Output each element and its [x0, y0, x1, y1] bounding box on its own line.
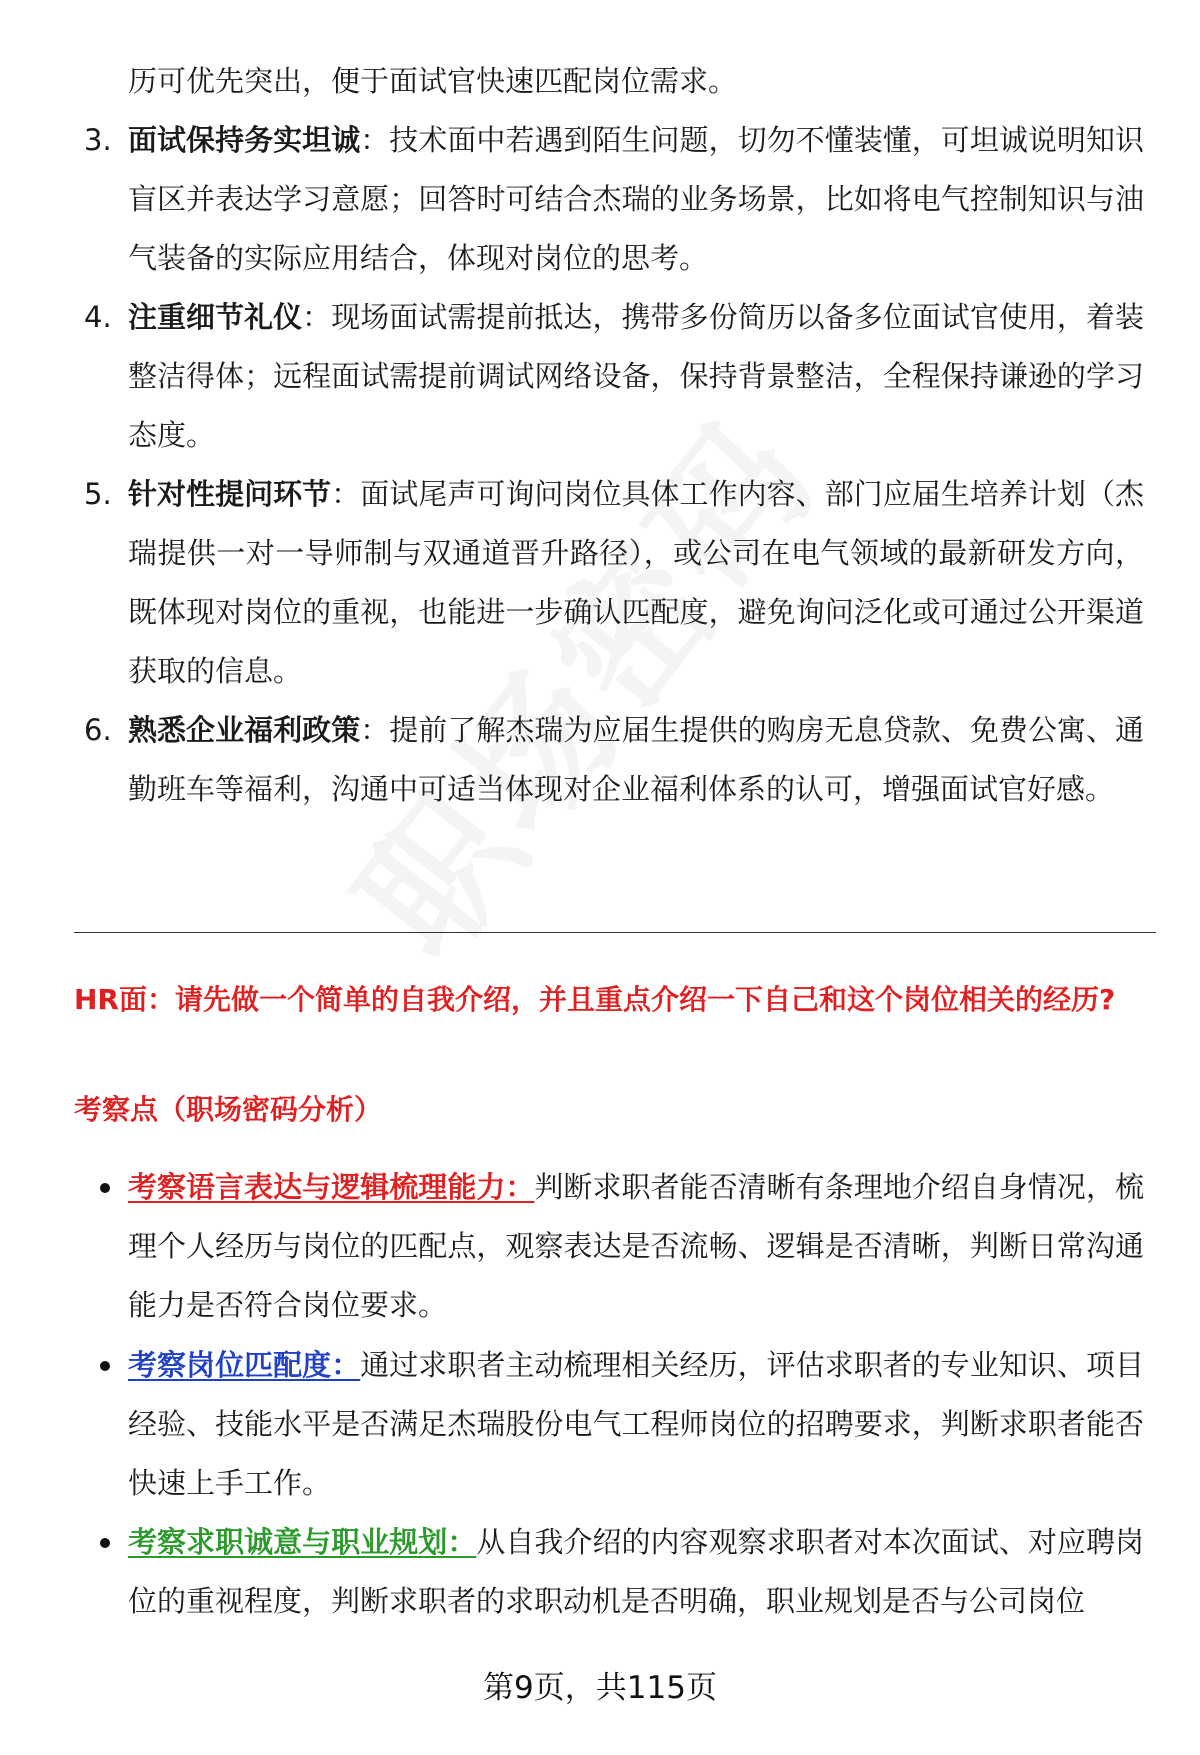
tip-number: 5. [84, 477, 112, 511]
bullet-icon [100, 1538, 110, 1548]
tip-number: 3. [84, 123, 112, 157]
tip-title: 注重细节礼仪 [128, 300, 303, 334]
bullet-icon [100, 1183, 110, 1193]
bullet-icon [100, 1361, 110, 1371]
tip-item-6 [84, 701, 1144, 819]
analysis-text: 从自我介绍的内容观察求职者对本次面试、对应聘岗位的重视程度，判断求职者的求职动机是否明确，职业规划是否与公司岗位 [128, 1525, 1144, 1618]
analysis-keyword: 考察求职诚意与职业规划： [128, 1525, 477, 1559]
analysis-point [100, 1513, 1144, 1631]
analysis-text: 通过求职者主动梳理相关经历，评估求职者的专业知识、项目经验、技能水平是否满足杰瑞股份电气工程师岗位的招聘要求，判断求职者能否快速上手工作。 [128, 1348, 1144, 1500]
page-number: 第9页，共115页 [483, 1670, 717, 1706]
tip-title: 熟悉企业福利政策 [128, 713, 361, 747]
tip-text: ：面试尾声可询问岗位具体工作内容、部门应届生培养计划（杰瑞提供一对一导师制与双通道晋升路径），或公司在电气领域的最新研发方向，既体现对岗位的重视，也能进一步确认匹配度，避免询问泛化或可通过公开渠道获取的信息。 [128, 477, 1144, 688]
tip-title: 针对性提问环节 [128, 477, 332, 511]
analysis-keyword: 考察岗位匹配度： [128, 1348, 361, 1382]
tip-title: 面试保持务实坦诚 [128, 123, 361, 157]
analysis-point [100, 1158, 1144, 1335]
tip-item-3 [84, 111, 1144, 288]
analysis-keyword: 考察语言表达与逻辑梳理能力： [128, 1170, 535, 1204]
tip-number: 6. [84, 713, 112, 747]
tip-text: ：提前了解杰瑞为应届生提供的购房无息贷款、免费公寓、通勤班车等福利，沟通中可适当体现对企业福利体系的认可，增强面试官好感。 [128, 713, 1144, 806]
tip-text: ：现场面试需提前抵达，携带多份简历以备多位面试官使用，着装整洁得体；远程面试需提前调试网络设备，保持背景整洁，全程保持谦逊的学习态度。 [128, 300, 1144, 452]
paragraph-continuation: 历可优先突出，便于面试官快速匹配岗位需求。 [128, 64, 738, 98]
analysis-text: 判断求职者能否清晰有条理地介绍自身情况，梳理个人经历与岗位的匹配点，观察表达是否流畅、逻辑是否清晰，判断日常沟通能力是否符合岗位要求。 [128, 1170, 1144, 1322]
tip-text: ：技术面中若遇到陌生问题，切勿不懂装懂，可坦诚说明知识盲区并表达学习意愿；回答时可结合杰瑞的业务场景，比如将电气控制知识与油气装备的实际应用结合，体现对岗位的思考。 [128, 123, 1144, 275]
analysis-heading: 考察点（职场密码分析） [74, 1093, 383, 1126]
tip-number: 4. [84, 300, 112, 334]
analysis-point [100, 1336, 1144, 1513]
section-divider [74, 932, 1156, 933]
hr-question-heading: HR面：请先做一个简单的自我介绍，并且重点介绍一下自己和这个岗位相关的经历? [74, 983, 1116, 1016]
tip-item-4 [84, 288, 1144, 465]
tip-item-5 [84, 465, 1144, 701]
